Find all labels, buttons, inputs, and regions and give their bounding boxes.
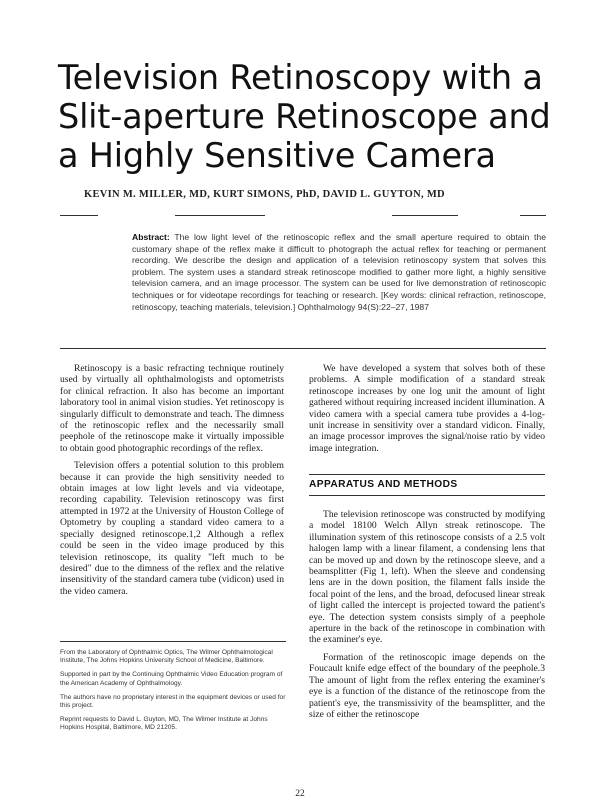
article-title: Television Retinoscopy with a Slit-aperture Retinoscope and a Highly Sensitive Camera bbox=[58, 58, 551, 175]
abstract-divider bbox=[60, 348, 546, 349]
body-paragraph: Formation of the retinoscopic image depends on the Foucault knife edge effect of the boundary of the peephole.3 The amount of light from the reflex entering the examiner's eye is a function of the distance of the retinoscope from the patient's eye, the transmissivity of the beamsplitter, and the size of either the retinoscope bbox=[309, 651, 545, 720]
right-column-intro bbox=[309, 363, 545, 460]
left-column bbox=[60, 363, 284, 603]
abstract-label: Abstract: bbox=[132, 232, 170, 242]
footnotes bbox=[60, 649, 286, 739]
footnote: Reprint requests to David L. Guyton, MD, The Wilmer Institute at Johns Hopkins Hospital, Baltimore, MD 21205. bbox=[60, 716, 268, 732]
footnote: Supported in part by the Continuing Ophthalmic Video Education program of the American Academy of Ophthalmology. bbox=[60, 671, 283, 687]
divider bbox=[520, 215, 546, 216]
abstract-text: The low light level of the retinoscopic reflex and the small aperture required to obtain the customary shape of the reflex make it difficult to photograph the actual reflex for teaching or permanent recording. We describe the design and application of a television retinoscopy system that solves this problem. The system uses a standard streak retinoscope modified to gather more light, a highly sensitive television camera, and an image processor. The system can be used for live demonstration of retinoscopic techniques or for videotape recordings for teaching or research. [Key words: clinical refraction, retinoscope, retinoscopy, teaching materials, television.] Ophthalmology 94(S):22–27, 1987 bbox=[132, 232, 546, 312]
body-paragraph: Retinoscopy is a basic refracting technique routinely used by virtually all ophthalmologists and optometrists for clinical refraction. It also has become an important laboratory tool in animal vision studies. Yet retinoscopy is singularly difficult to demonstrate and teach. The dimness of the retinoscopic reflex and the necessarily small peephole of the retinoscope make it virtually impossible to obtain good photographic recordings of the reflex. bbox=[60, 363, 284, 454]
divider bbox=[60, 215, 98, 216]
footnote: From the Laboratory of Ophthalmic Optics, The Wilmer Ophthalmological Institute, The Johns Hopkins University School of Medicine, Baltimore. bbox=[60, 649, 273, 665]
footnote: The authors have no proprietary interest in the equipment devices or used for this project. bbox=[60, 693, 286, 710]
author-line: KEVIN M. MILLER, MD, KURT SIMONS, PhD, DAVID L. GUYTON, MD bbox=[84, 189, 445, 200]
body-paragraph: We have developed a system that solves both of these problems. A simple modification of a standard streak retinoscope increases by one log unit the amount of light gathered without requiring increased incident illumination. A video camera with a special camera tube provides a 4-log-unit increase in sensitivity over a standard vidicon. Finally, an image processor improves the signal/noise ratio by video image integration. bbox=[309, 363, 545, 454]
right-column-body bbox=[309, 509, 545, 726]
section-rule-top bbox=[309, 474, 545, 475]
page-number: 22 bbox=[295, 789, 305, 799]
section-rule-bottom bbox=[309, 495, 545, 496]
footnote-divider bbox=[60, 641, 286, 642]
body-paragraph: The television retinoscope was constructed by modifying a model 18100 Welch Allyn streak retinoscope. The illumination system of this retinoscope consists of a 2.5 volt halogen lamp with a linear filament, a condensing lens that can be moved up and down by the retinoscope sleeve, and a beamsplitter (Fig 1, left). When the sleeve and condensing lens are in the down position, the filament falls inside the focal point of the lens, and the broad, defocused linear streak of light called the intercept is projected toward the patient's eye. The detection system consists simply of a peephole aperture in the back of the retinoscope in combination with the examiner's eye. bbox=[309, 509, 545, 646]
section-heading: APPARATUS AND METHODS bbox=[309, 479, 458, 490]
body-paragraph: Television offers a potential solution to this problem because it can provide the high sensitivity needed to obtain images at low light levels and via videotape, recording capability. Television retinoscopy was first attempted in 1972 at the University of Houston College of Optometry by coupling a standard video camera to a specially designed retinoscope.1,2 Although a reflex could be seen in the video image produced by this television retinoscope, its quality "left much to be desired" due to the dimness of the reflex and the relative insensitivity of the standard camera tube (vidicon) used in the video camera. bbox=[60, 460, 284, 597]
divider bbox=[392, 215, 458, 216]
divider bbox=[175, 215, 265, 216]
abstract bbox=[132, 232, 546, 313]
